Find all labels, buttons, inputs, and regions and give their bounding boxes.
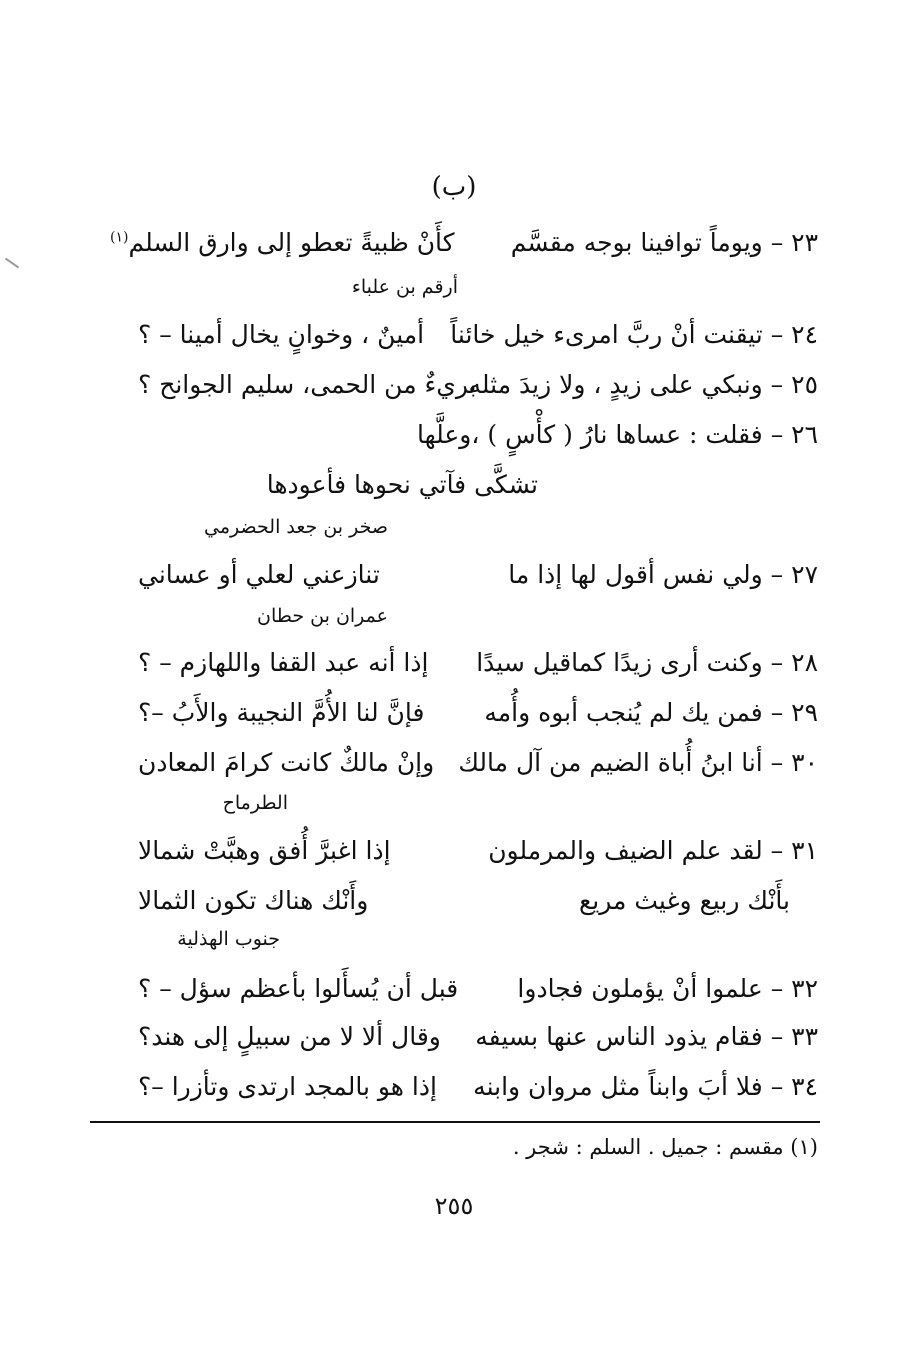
verse-line-33 <box>138 1022 818 1062</box>
verse-second-hemistich: وإنْ مالكٌ كانت كرامَ المعادن <box>138 748 435 777</box>
verse-line-30 <box>138 748 818 788</box>
verse-line-text: ٢٦ – فقلت : عساها نارُ ( كأْسٍ ) ،وعلَّها <box>416 420 818 449</box>
verse-first-hemistich: ٣٢ – علموا أنْ يؤملون فجادوا <box>517 974 818 1003</box>
verse-line-25 <box>138 370 818 410</box>
verse-first-hemistich: بأَنْك ربيع وغيث مريع <box>578 886 790 915</box>
verse-second-hemistich: وأَنْك هناك تكون الثمالا <box>138 886 369 915</box>
footnote-divider <box>90 1121 820 1123</box>
verse-line-28 <box>138 648 818 688</box>
verse-first-hemistich: ٢٥ – ونبكي على زيدٍ ، ولا زيدَ مثله <box>468 370 818 399</box>
verse-second-hemistich: إذا اغبرَّ أُفق وهبَّتْ شمالا <box>138 836 391 865</box>
verse-line-34 <box>138 1072 818 1112</box>
verse-second-hemistich: إذا أنه عبد القفا واللهازم – ؟ <box>138 648 429 677</box>
verse-first-hemistich: ٢٣ – ويوماً توافينا بوجه مقسَّم <box>510 228 818 257</box>
verse-second-hemistich: إذا هو بالمجد ارتدى وتأزرا –؟ <box>138 1072 437 1101</box>
verse-line-text: تشكَّى فآتي نحوها فأعودها <box>266 470 538 499</box>
verse-second-hemistich <box>110 228 455 257</box>
verse-first-hemistich: ٣١ – لقد علم الضيف والمرملون <box>488 836 818 865</box>
verse-second-hemistich: قبل أن يُسأَلوا بأعظم سؤل – ؟ <box>138 974 459 1003</box>
verse-line-26 <box>138 420 818 460</box>
margin-mark <box>5 258 19 269</box>
verse-first-hemistich: ٢٧ – ولي نفس أقول لها إذا ما <box>508 560 818 589</box>
verse-line-23 <box>110 228 818 268</box>
poet-name: جنوب الهذلية <box>177 928 280 950</box>
poet-name: عمران بن حطان <box>257 605 388 627</box>
verse-first-hemistich: ٢٩ – فمن يك لم يُنجب أبوه وأُمه <box>484 698 818 727</box>
verse-second-hemistich: بريءٌ من الحمى، سليم الجوانح ؟ <box>138 370 477 399</box>
page-number: ٢٥٥ <box>434 1192 474 1220</box>
section-heading: (ب) <box>431 172 477 202</box>
verse-line-32 <box>138 974 818 1014</box>
verse-second-hemistich: أمينٌ ، وخوانٍ يخال أمينا – ؟ <box>138 320 425 349</box>
poet-name: أرقم بن علباء <box>351 276 458 298</box>
footnote: (١) مقسم : جميل . السلم : شجر . <box>512 1135 818 1159</box>
poet-name: الطرماح <box>222 792 288 814</box>
verse-second-hemistich: فإنَّ لنا الأُمَّ النجيبة والأَبُ –؟ <box>138 698 425 727</box>
verse-first-hemistich: ٢٤ – تيقنت أنْ ربَّ امرىء خيل خائناً <box>450 320 818 349</box>
verse-line-27 <box>138 560 818 600</box>
verse-first-hemistich: ٣٠ – أنا ابنُ أُباة الضيم من آل مالك <box>458 748 818 777</box>
verse-line-31 <box>138 836 818 876</box>
verse-second-hemistich: وقال ألا لا من سبيلٍ إلى هند؟ <box>138 1022 441 1051</box>
verse-second-text: كأَنْ ظبيةً تعطو إلى وارق السلم <box>128 228 455 257</box>
verse-line-29 <box>138 698 818 738</box>
verse-second-hemistich: تنازعني لعلي أو عساني <box>138 560 380 589</box>
verse-line-26-continued <box>138 470 818 510</box>
verse-first-hemistich: ٢٨ – وكنت أرى زيدًا كماقيل سيدًا <box>476 648 818 677</box>
footnote-marker: (١) <box>110 229 129 246</box>
verse-first-hemistich: ٣٤ – فلا أبَ وابناً مثل مروان وابنه <box>473 1072 818 1101</box>
verse-first-hemistich: ٣٣ – فقام يذود الناس عنها بسيفه <box>475 1022 818 1051</box>
verse-line-24 <box>138 320 818 360</box>
poet-name: صخر بن جعد الحضرمي <box>204 516 388 538</box>
verse-line-31-continued <box>138 886 818 926</box>
